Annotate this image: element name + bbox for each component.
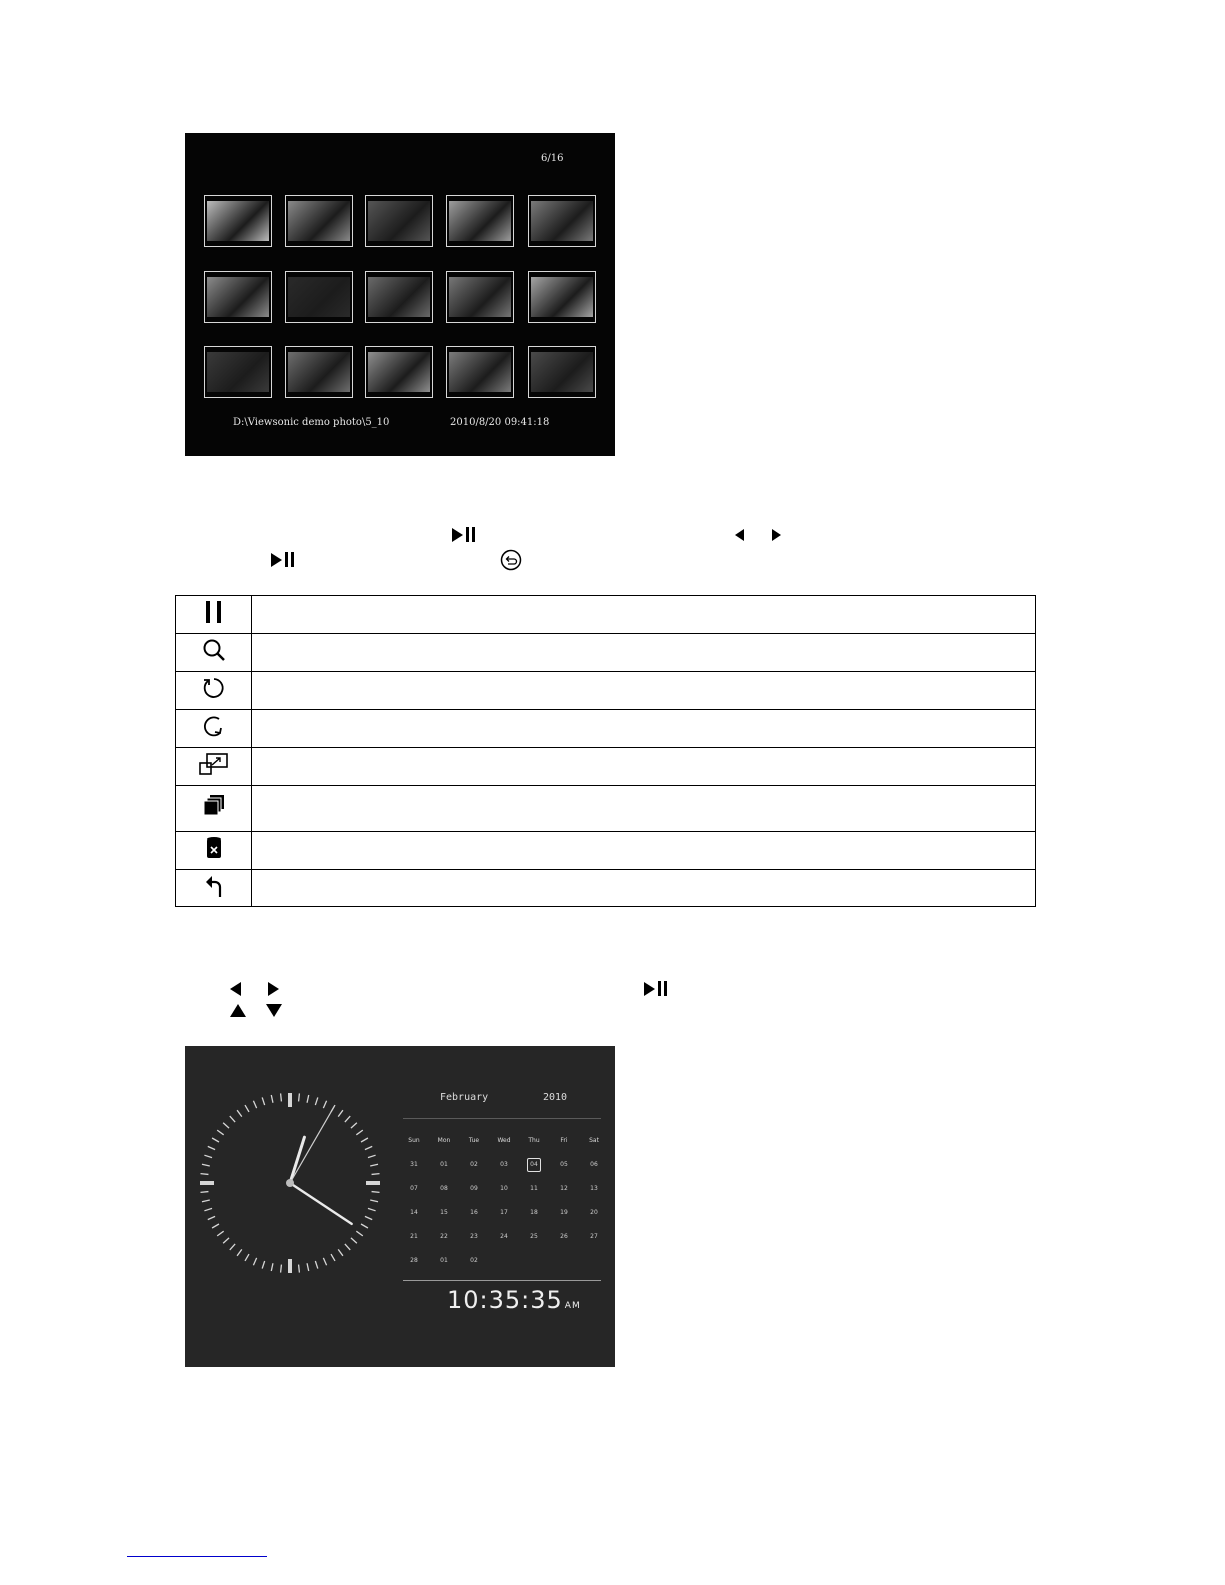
clock-tick xyxy=(372,1192,380,1193)
photo-thumbnail[interactable] xyxy=(204,346,272,398)
function-description xyxy=(252,710,1036,748)
clock-tick xyxy=(361,1224,368,1228)
clock-tick xyxy=(315,1261,317,1269)
calendar-day[interactable]: 07 xyxy=(410,1185,418,1192)
clock-calendar-screen xyxy=(185,1046,615,1367)
clock-tick xyxy=(208,1216,215,1219)
weekday-label: Mon xyxy=(437,1137,451,1144)
calendar-day[interactable]: 02 xyxy=(470,1257,478,1264)
calendar-day[interactable]: 31 xyxy=(410,1161,418,1168)
calendar-day[interactable]: 24 xyxy=(500,1233,508,1240)
hour-hand xyxy=(290,1137,304,1183)
calendar-day[interactable]: 03 xyxy=(500,1161,508,1168)
rotate-right-icon xyxy=(176,710,252,748)
clock-tick xyxy=(262,1097,264,1105)
table-row xyxy=(176,672,1036,710)
calendar-day[interactable]: 23 xyxy=(470,1233,478,1240)
clock-tick xyxy=(361,1138,368,1142)
clock-tick xyxy=(204,1208,212,1210)
zoom-icon xyxy=(176,634,252,672)
clock-tick xyxy=(253,1258,256,1265)
calendar-month: February xyxy=(440,1092,489,1103)
left-arrow-icon xyxy=(230,982,241,996)
clock-tick xyxy=(237,1249,242,1255)
clock-tick xyxy=(372,1174,380,1175)
function-description xyxy=(252,832,1036,870)
clock-tick xyxy=(356,1231,362,1236)
function-description xyxy=(252,748,1036,786)
table-row xyxy=(176,596,1036,634)
calendar-day[interactable]: 25 xyxy=(530,1233,538,1240)
table-row xyxy=(176,870,1036,907)
play-pause-icon xyxy=(452,527,475,542)
clock-tick xyxy=(245,1105,249,1112)
weekday-label: Sat xyxy=(589,1137,599,1144)
clock-tick xyxy=(356,1130,362,1135)
table-row xyxy=(176,832,1036,870)
calendar-day[interactable]: 12 xyxy=(560,1185,568,1192)
clock-tick xyxy=(230,1116,235,1122)
calendar-day[interactable]: 15 xyxy=(440,1209,448,1216)
clock-tick xyxy=(299,1265,300,1273)
weekday-label: Thu xyxy=(528,1137,540,1144)
calendar-day[interactable]: 21 xyxy=(410,1233,418,1240)
calendar-day[interactable]: 01 xyxy=(440,1257,448,1264)
weekday-label: Fri xyxy=(560,1137,568,1144)
analog-clock xyxy=(190,1083,390,1283)
calendar-day[interactable]: 19 xyxy=(560,1209,568,1216)
photo-thumbnail[interactable] xyxy=(204,271,272,323)
table-row xyxy=(176,786,1036,832)
calendar-day[interactable]: 08 xyxy=(440,1185,448,1192)
clock-tick xyxy=(345,1116,350,1122)
clock-tick xyxy=(323,1258,326,1265)
clock-tick xyxy=(230,1244,235,1250)
photo-thumbnail[interactable] xyxy=(285,195,353,247)
photo-thumbnail[interactable] xyxy=(446,346,514,398)
photo-thumbnail[interactable] xyxy=(365,271,433,323)
clock-tick xyxy=(338,1110,343,1116)
photo-thumbnail[interactable] xyxy=(528,195,596,247)
up-arrow-icon xyxy=(230,1004,246,1017)
clock-tick xyxy=(368,1155,376,1157)
clock-tick xyxy=(345,1244,350,1250)
function-description xyxy=(252,786,1036,832)
calendar-day[interactable]: 16 xyxy=(470,1209,478,1216)
clock-tick xyxy=(307,1263,309,1271)
clock-tick xyxy=(200,1174,208,1175)
clock-tick xyxy=(237,1110,242,1116)
digital-ampm: AM xyxy=(564,1301,581,1311)
function-description xyxy=(252,634,1036,672)
clock-tick xyxy=(351,1238,357,1243)
calendar-day[interactable]: 10 xyxy=(500,1185,508,1192)
calendar-day[interactable]: 14 xyxy=(410,1209,418,1216)
photo-thumbnail[interactable] xyxy=(365,346,433,398)
weekday-label: Tue xyxy=(468,1137,480,1144)
calendar-grid xyxy=(399,1134,609,1268)
calendar-day[interactable]: 28 xyxy=(410,1257,418,1264)
pause-icon xyxy=(176,596,252,634)
photo-thumbnail[interactable] xyxy=(285,271,353,323)
calendar-day[interactable]: 05 xyxy=(560,1161,568,1168)
photo-counter: 6/16 xyxy=(541,153,564,164)
clock-tick xyxy=(370,1164,378,1166)
clock-tick xyxy=(351,1123,357,1128)
calendar-year: 2010 xyxy=(543,1092,568,1103)
clock-tick xyxy=(281,1265,282,1273)
calendar-divider xyxy=(403,1280,601,1281)
clock-tick xyxy=(212,1224,219,1228)
clock-tick xyxy=(262,1261,264,1269)
photo-thumbnail[interactable] xyxy=(446,271,514,323)
function-description xyxy=(252,870,1036,907)
clock-tick xyxy=(245,1254,249,1261)
rotate-left-icon xyxy=(176,672,252,710)
calendar-day xyxy=(579,1254,609,1268)
calendar-day xyxy=(549,1254,579,1268)
weekday-label: Wed xyxy=(497,1137,511,1144)
back-button-icon xyxy=(500,549,522,576)
calendar-day xyxy=(519,1254,549,1268)
clock-tick xyxy=(200,1192,208,1193)
calendar-day[interactable]: 04 xyxy=(527,1158,541,1172)
function-description xyxy=(252,596,1036,634)
photo-thumbnail[interactable] xyxy=(285,346,353,398)
footer-link-underline xyxy=(127,1556,267,1557)
clock-tick xyxy=(271,1263,273,1271)
photo-path: D:\Viewsonic demo photo\5_10 xyxy=(233,417,390,428)
calendar-divider xyxy=(403,1118,601,1119)
calendar-day[interactable]: 18 xyxy=(530,1209,538,1216)
down-arrow-icon xyxy=(266,1004,282,1017)
calendar-day[interactable]: 20 xyxy=(590,1209,598,1216)
second-hand xyxy=(290,1107,334,1183)
calendar-day[interactable]: 06 xyxy=(590,1161,598,1168)
calendar-day[interactable]: 11 xyxy=(530,1185,538,1192)
calendar-day[interactable]: 22 xyxy=(440,1233,448,1240)
clock-tick xyxy=(204,1155,212,1157)
clock-tick xyxy=(299,1093,300,1101)
digital-time: 10:35:35 xyxy=(447,1286,563,1314)
photo-thumbnail-screen xyxy=(185,133,615,456)
photo-thumbnail[interactable] xyxy=(528,346,596,398)
clock-tick xyxy=(338,1249,343,1255)
delete-icon xyxy=(176,832,252,870)
photo-thumbnail[interactable] xyxy=(204,195,272,247)
calendar-day xyxy=(489,1254,519,1268)
resize-icon xyxy=(176,748,252,786)
function-description xyxy=(252,672,1036,710)
weekday-label: Sun xyxy=(408,1137,420,1144)
clock-tick xyxy=(370,1200,378,1202)
play-pause-icon xyxy=(644,981,667,996)
photo-thumbnail[interactable] xyxy=(446,195,514,247)
minute-hand xyxy=(290,1183,352,1224)
left-arrow-icon xyxy=(735,529,744,541)
clock-tick xyxy=(202,1200,210,1202)
clock-tick xyxy=(331,1254,335,1261)
clock-tick xyxy=(368,1208,376,1210)
clock-tick xyxy=(365,1146,372,1149)
clock-tick xyxy=(281,1093,282,1101)
clock-center xyxy=(286,1179,294,1187)
clock-tick xyxy=(217,1231,223,1236)
clock-tick xyxy=(217,1130,223,1135)
play-pause-icon xyxy=(271,552,294,567)
table-row xyxy=(176,748,1036,786)
clock-tick xyxy=(271,1095,273,1103)
right-arrow-icon xyxy=(772,529,781,541)
calendar-day[interactable]: 17 xyxy=(500,1209,508,1216)
clock-tick xyxy=(208,1146,215,1149)
calendar-day[interactable]: 26 xyxy=(560,1233,568,1240)
clock-tick xyxy=(253,1101,256,1108)
clock-tick xyxy=(212,1138,219,1142)
clock-tick xyxy=(307,1095,309,1103)
clock-tick xyxy=(315,1097,317,1105)
clock-tick xyxy=(202,1164,210,1166)
clock-tick xyxy=(223,1238,229,1243)
calendar-day[interactable]: 13 xyxy=(590,1185,598,1192)
calendar-day[interactable]: 01 xyxy=(440,1161,448,1168)
calendar-day[interactable]: 02 xyxy=(470,1161,478,1168)
right-arrow-icon xyxy=(268,982,279,996)
return-icon xyxy=(176,870,252,907)
table-row xyxy=(176,634,1036,672)
clock-tick xyxy=(323,1101,326,1108)
table-row xyxy=(176,710,1036,748)
digital-clock xyxy=(447,1286,581,1314)
calendar-day[interactable]: 09 xyxy=(470,1185,478,1192)
photo-thumbnail[interactable] xyxy=(528,271,596,323)
calendar-day[interactable]: 27 xyxy=(590,1233,598,1240)
function-table xyxy=(175,595,1036,907)
clock-tick xyxy=(223,1123,229,1128)
clock-tick xyxy=(365,1216,372,1219)
photo-thumbnail[interactable] xyxy=(365,195,433,247)
photo-datetime: 2010/8/20 09:41:18 xyxy=(450,417,550,428)
copy-icon xyxy=(176,786,252,832)
